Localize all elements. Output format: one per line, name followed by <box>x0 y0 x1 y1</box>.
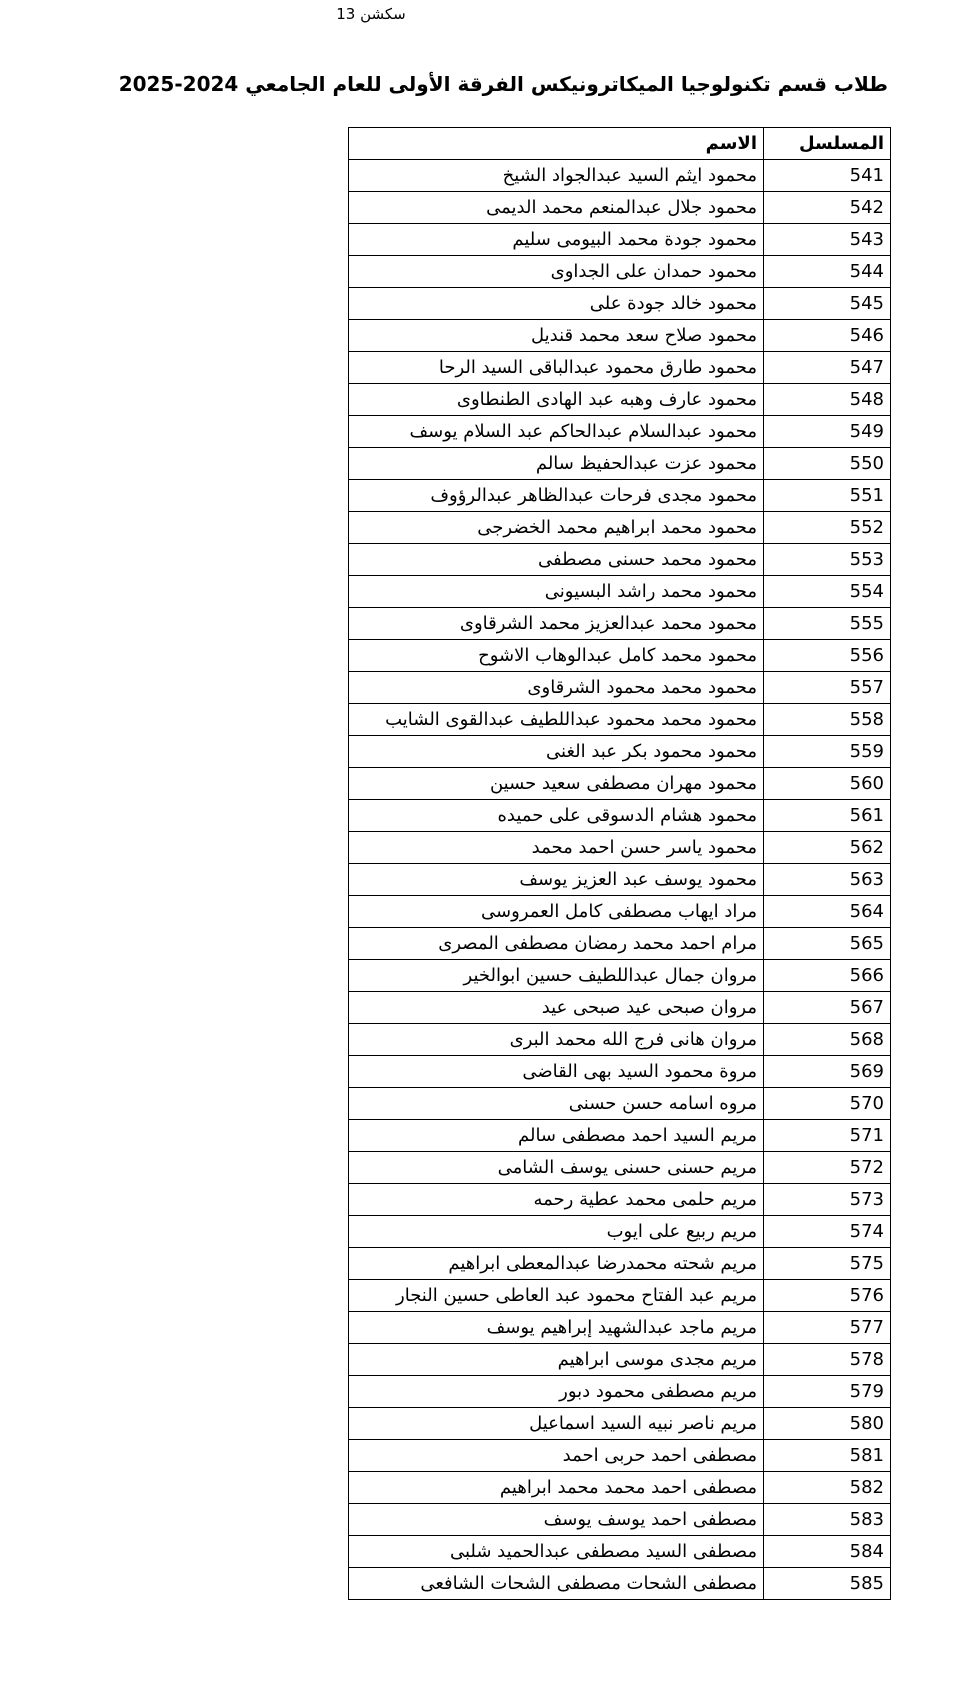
student-name-cell: مريم شحته محمدرضا عبدالمعطى ابراهيم <box>349 1248 764 1280</box>
table-row <box>349 512 891 544</box>
student-name-cell: محمود عبدالسلام عبدالحاكم عبد السلام يوسف <box>349 416 764 448</box>
student-name-cell: مصطفى احمد حربى احمد <box>349 1440 764 1472</box>
serial-cell: 551 <box>764 480 891 512</box>
student-name-cell: محمود صلاح سعد محمد قنديل <box>349 320 764 352</box>
serial-cell: 559 <box>764 736 891 768</box>
student-name-cell: محمود هشام الدسوقى على حميده <box>349 800 764 832</box>
table-row <box>349 320 891 352</box>
serial-cell: 583 <box>764 1504 891 1536</box>
table-row <box>349 1280 891 1312</box>
student-name-cell: مرام احمد محمد رمضان مصطفى المصرى <box>349 928 764 960</box>
table-row <box>349 1568 891 1600</box>
table-row <box>349 1472 891 1504</box>
serial-cell: 572 <box>764 1152 891 1184</box>
serial-cell: 585 <box>764 1568 891 1600</box>
student-name-cell: محمود حمدان على الجداوى <box>349 256 764 288</box>
student-name-cell: مريم ناصر نبيه السيد اسماعيل <box>349 1408 764 1440</box>
table-row <box>349 192 891 224</box>
serial-cell: 563 <box>764 864 891 896</box>
table-row <box>349 288 891 320</box>
serial-cell: 578 <box>764 1344 891 1376</box>
student-name-cell: محمود جلال عبدالمنعم محمد الديمى <box>349 192 764 224</box>
serial-cell: 548 <box>764 384 891 416</box>
serial-cell: 560 <box>764 768 891 800</box>
serial-cell: 580 <box>764 1408 891 1440</box>
student-name-cell: محمود محمد محمود عبداللطيف عبدالقوى الشايب <box>349 704 764 736</box>
roster-body <box>349 160 891 1600</box>
student-name-cell: محمود مجدى فرحات عبدالظاهر عبدالرؤوف <box>349 480 764 512</box>
table-row <box>349 672 891 704</box>
serial-cell: 565 <box>764 928 891 960</box>
serial-cell: 553 <box>764 544 891 576</box>
serial-cell: 544 <box>764 256 891 288</box>
serial-cell: 543 <box>764 224 891 256</box>
table-row <box>349 800 891 832</box>
serial-cell: 579 <box>764 1376 891 1408</box>
student-name-cell: محمود ياسر حسن احمد محمد <box>349 832 764 864</box>
table-row <box>349 640 891 672</box>
serial-cell: 554 <box>764 576 891 608</box>
table-row <box>349 1152 891 1184</box>
serial-cell: 564 <box>764 896 891 928</box>
table-row <box>349 1088 891 1120</box>
student-name-cell: محمود محمد محمود الشرقاوى <box>349 672 764 704</box>
student-name-cell: مصطفى احمد يوسف يوسف <box>349 1504 764 1536</box>
student-name-cell: مريم مصطفى محمود دبور <box>349 1376 764 1408</box>
student-name-cell: محمود خالد جودة على <box>349 288 764 320</box>
student-name-cell: محمود طارق محمود عبدالباقى السيد الرحا <box>349 352 764 384</box>
student-name-cell: مريم حلمى محمد عطية رحمه <box>349 1184 764 1216</box>
table-row <box>349 960 891 992</box>
serial-cell: 562 <box>764 832 891 864</box>
serial-cell: 577 <box>764 1312 891 1344</box>
serial-cell: 576 <box>764 1280 891 1312</box>
table-row <box>349 1312 891 1344</box>
student-name-cell: مريم حسنى حسنى يوسف الشامى <box>349 1152 764 1184</box>
table-row <box>349 768 891 800</box>
student-name-cell: محمود مهران مصطفى سعيد حسين <box>349 768 764 800</box>
serial-cell: 546 <box>764 320 891 352</box>
table-row <box>349 736 891 768</box>
student-name-cell: محمود محمد حسنى مصطفى <box>349 544 764 576</box>
serial-cell: 545 <box>764 288 891 320</box>
serial-cell: 569 <box>764 1056 891 1088</box>
serial-cell: 542 <box>764 192 891 224</box>
student-roster-table <box>348 127 891 1600</box>
table-row <box>349 1376 891 1408</box>
table-row <box>349 160 891 192</box>
student-name-cell: مريم السيد احمد مصطفى سالم <box>349 1120 764 1152</box>
student-name-cell: محمود عزت عبدالحفيظ سالم <box>349 448 764 480</box>
serial-cell: 547 <box>764 352 891 384</box>
table-row <box>349 1120 891 1152</box>
table-row <box>349 576 891 608</box>
table-row <box>349 704 891 736</box>
table-row <box>349 480 891 512</box>
student-name-cell: محمود محمد ابراهيم محمد الخضرجى <box>349 512 764 544</box>
serial-cell: 550 <box>764 448 891 480</box>
table-row <box>349 992 891 1024</box>
student-name-cell: مريم عبد الفتاح محمود عبد العاطى حسين النجار <box>349 1280 764 1312</box>
student-name-cell: مروان صبحى عيد صبحى عيد <box>349 992 764 1024</box>
table-row <box>349 896 891 928</box>
table-row <box>349 1536 891 1568</box>
serial-column-header: المسلسل <box>764 128 891 160</box>
table-row <box>349 1216 891 1248</box>
serial-cell: 575 <box>764 1248 891 1280</box>
serial-cell: 549 <box>764 416 891 448</box>
student-name-cell: مروه اسامه حسن حسنى <box>349 1088 764 1120</box>
serial-cell: 552 <box>764 512 891 544</box>
name-column-header: الاسم <box>349 128 764 160</box>
student-name-cell: مصطفى الشحات مصطفى الشحات الشافعى <box>349 1568 764 1600</box>
serial-cell: 573 <box>764 1184 891 1216</box>
serial-cell: 561 <box>764 800 891 832</box>
table-row <box>349 1248 891 1280</box>
serial-cell: 571 <box>764 1120 891 1152</box>
student-name-cell: مصطفى السيد مصطفى عبدالحميد شلبى <box>349 1536 764 1568</box>
serial-cell: 555 <box>764 608 891 640</box>
student-name-cell: مريم ماجد عبدالشهيد إبراهيم يوسف <box>349 1312 764 1344</box>
student-name-cell: مروان جمال عبداللطيف حسين ابوالخير <box>349 960 764 992</box>
table-row <box>349 448 891 480</box>
student-name-cell: مريم مجدى موسى ابراهيم <box>349 1344 764 1376</box>
student-name-cell: محمود يوسف عبد العزيز يوسف <box>349 864 764 896</box>
serial-cell: 582 <box>764 1472 891 1504</box>
student-name-cell: محمود محمد عبدالعزيز محمد الشرقاوى <box>349 608 764 640</box>
student-name-cell: مراد ايهاب مصطفى كامل العمروسى <box>349 896 764 928</box>
table-row <box>349 544 891 576</box>
serial-cell: 570 <box>764 1088 891 1120</box>
table-row <box>349 832 891 864</box>
student-name-cell: محمود محمد راشد البسيونى <box>349 576 764 608</box>
student-name-cell: محمود جودة محمد البيومى سليم <box>349 224 764 256</box>
serial-cell: 584 <box>764 1536 891 1568</box>
table-row <box>349 1344 891 1376</box>
page-title: طلاب قسم تكنولوجيا الميكاترونيكس الفرقة الأولى للعام الجامعي 2024-2025 <box>118 72 888 96</box>
student-name-cell: مروة محمود السيد بهى القاضى <box>349 1056 764 1088</box>
section-label: سكشن 13 <box>336 5 406 23</box>
serial-cell: 567 <box>764 992 891 1024</box>
student-name-cell: مريم ربيع على ايوب <box>349 1216 764 1248</box>
table-row <box>349 224 891 256</box>
student-name-cell: محمود محمد كامل عبدالوهاب الاشوح <box>349 640 764 672</box>
serial-cell: 541 <box>764 160 891 192</box>
student-name-cell: محمود محمود بكر عبد الغنى <box>349 736 764 768</box>
table-row <box>349 928 891 960</box>
table-row <box>349 352 891 384</box>
table-row <box>349 1184 891 1216</box>
student-name-cell: مروان هانى فرج الله محمد البرى <box>349 1024 764 1056</box>
table-row <box>349 864 891 896</box>
serial-cell: 574 <box>764 1216 891 1248</box>
table-row <box>349 608 891 640</box>
serial-cell: 581 <box>764 1440 891 1472</box>
table-row <box>349 256 891 288</box>
serial-cell: 566 <box>764 960 891 992</box>
table-row <box>349 1024 891 1056</box>
table-row <box>349 1408 891 1440</box>
serial-cell: 556 <box>764 640 891 672</box>
student-name-cell: محمود عارف وهبه عبد الهادى الطنطاوى <box>349 384 764 416</box>
table-row <box>349 1056 891 1088</box>
table-row <box>349 384 891 416</box>
table-row <box>349 416 891 448</box>
table-row <box>349 1504 891 1536</box>
student-name-cell: محمود ايثم السيد عبدالجواد الشيخ <box>349 160 764 192</box>
serial-cell: 557 <box>764 672 891 704</box>
serial-cell: 558 <box>764 704 891 736</box>
student-name-cell: مصطفى احمد محمد محمد ابراهيم <box>349 1472 764 1504</box>
table-header-row <box>349 128 891 160</box>
serial-cell: 568 <box>764 1024 891 1056</box>
table-row <box>349 1440 891 1472</box>
